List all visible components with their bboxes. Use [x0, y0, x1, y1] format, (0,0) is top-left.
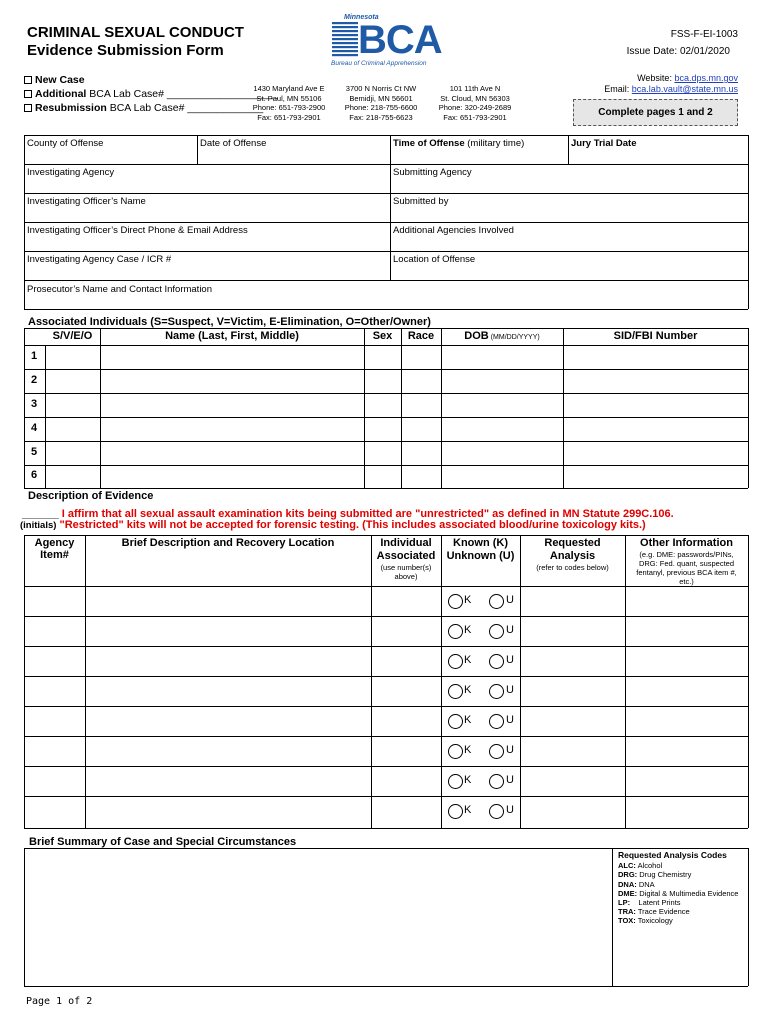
unknown-radio[interactable]	[489, 774, 504, 789]
known-radio[interactable]	[448, 744, 463, 759]
col-race: Race	[407, 330, 435, 342]
location-of-offense-field[interactable]: Location of Offense	[393, 254, 476, 265]
logo-text: BCA	[358, 18, 442, 62]
individual-row-number: 4	[31, 422, 38, 434]
unknown-radio[interactable]	[489, 744, 504, 759]
website-link[interactable]: bca.dps.mn.gov	[674, 73, 738, 83]
form-subtitle: Evidence Submission Form	[27, 42, 224, 59]
known-radio[interactable]	[448, 714, 463, 729]
logo-state: Minnesota	[344, 14, 379, 21]
submitted-by-field[interactable]: Submitted by	[393, 196, 449, 207]
unknown-radio[interactable]	[489, 804, 504, 819]
summary-title: Brief Summary of Case and Special Circumstances	[29, 836, 297, 848]
requested-analysis-codes: Requested Analysis Codes ALC: Alcohol DRG: Drug Chemistry DNA: DNA DME: Digital & Multimedia Evidence LP: Latent Prints TRA: Trace Evidence TOX: Toxicology	[618, 850, 739, 926]
col-sex: Sex	[372, 330, 393, 342]
issue-date: Issue Date: 02/01/2020	[626, 46, 730, 57]
checkbox-icon[interactable]	[24, 76, 32, 84]
officer-name-field[interactable]: Investigating Officer’s Name	[27, 196, 146, 207]
officer-contact-field[interactable]: Investigating Officer’s Direct Phone & Email Address	[27, 225, 248, 236]
email-link[interactable]: bca.lab.vault@state.mn.us	[631, 84, 738, 94]
affirm-line-1: ______ I affirm that all sexual assault examination kits being submitted are "unrestricted" as defined in MN Statute 299C.106.	[22, 508, 674, 520]
known-radio[interactable]	[448, 804, 463, 819]
individual-row-number: 6	[31, 469, 38, 481]
col-sid-fbi: SID/FBI Number	[613, 330, 698, 342]
unknown-radio[interactable]	[489, 684, 504, 699]
complete-pages-note: Complete pages 1 and 2	[573, 99, 738, 126]
date-of-offense-field[interactable]: Date of Offense	[200, 138, 267, 149]
individual-row-number: 3	[31, 398, 38, 410]
unknown-radio[interactable]	[489, 714, 504, 729]
individual-row-number: 5	[31, 446, 38, 458]
contact-info: Website: bca.dps.mn.gov Email: bca.lab.vault@state.mn.us	[604, 73, 738, 94]
bca-logo	[330, 14, 442, 70]
additional-agencies-field[interactable]: Additional Agencies Involved	[393, 225, 514, 236]
summary-textarea[interactable]	[26, 850, 610, 984]
checkbox-icon[interactable]	[24, 104, 32, 112]
evidence-title: Description of Evidence	[28, 490, 154, 502]
col-known-unknown: Known (K) Unknown (U)	[446, 537, 515, 562]
county-of-offense-field[interactable]: County of Offense	[27, 138, 104, 149]
checkbox-additional[interactable]: Additional BCA Lab Case# ___________________	[24, 88, 278, 100]
case-icr-field[interactable]: Investigating Agency Case / ICR #	[27, 254, 172, 265]
known-radio[interactable]	[448, 684, 463, 699]
known-radio[interactable]	[448, 774, 463, 789]
col-brief-description: Brief Description and Recovery Location	[121, 537, 335, 549]
form-title: CRIMINAL SEXUAL CONDUCT	[27, 24, 244, 41]
affirm-line-2: (initials) "Restricted" kits will not be accepted for forensic testing. (This includes associated blood/urine toxicology kits.)	[20, 519, 646, 531]
unknown-radio[interactable]	[489, 654, 504, 669]
associated-individuals-title: Associated Individuals (S=Suspect, V=Victim, E-Elimination, O=Other/Owner)	[28, 316, 431, 328]
submitting-agency-field[interactable]: Submitting Agency	[393, 167, 472, 178]
known-radio[interactable]	[448, 654, 463, 669]
col-agency-item: Agency Item#	[34, 537, 75, 561]
known-radio[interactable]	[448, 624, 463, 639]
unknown-radio[interactable]	[489, 624, 504, 639]
col-svo: S/V/E/O	[52, 330, 93, 342]
checkbox-resubmission[interactable]: Resubmission BCA Lab Case# _____________	[24, 102, 263, 114]
time-of-offense-field[interactable]: Time of Offense (military time)	[393, 138, 525, 149]
checkbox-new-case[interactable]: New Case	[24, 74, 85, 86]
col-other-information: Other Information (e.g. DME: passwords/PINs, DRG: Fed. quant, suspected fentanyl, previous BCA item #, etc.)	[636, 537, 737, 586]
address-st-paul: 1430 Maryland Ave E St. Paul, MN 55106 Phone: 651-793-2900 Fax: 651-793-2901	[252, 84, 326, 122]
individual-row-number: 2	[31, 374, 38, 386]
checkbox-icon[interactable]	[24, 90, 32, 98]
col-name: Name (Last, First, Middle)	[165, 330, 299, 342]
form-number: FSS-F-EI-1003	[670, 29, 738, 40]
investigating-agency-field[interactable]: Investigating Agency	[27, 167, 115, 178]
address-st-cloud: 101 11th Ave N St. Cloud, MN 56303 Phone: 320-249-2689 Fax: 651-793-2901	[438, 84, 512, 122]
known-radio[interactable]	[448, 594, 463, 609]
initials-blank[interactable]: ______	[22, 508, 59, 520]
page-number: Page 1 of 2	[26, 996, 93, 1007]
individual-row-number: 1	[31, 350, 38, 362]
col-individual-associated: Individual Associated (use number(s) above)	[376, 537, 436, 581]
logo-subtext: Bureau of Criminal Apprehension	[331, 60, 427, 67]
jury-trial-date-field[interactable]: Jury Trial Date	[571, 138, 637, 149]
col-dob: DOB (MM/DD/YYYY)	[464, 330, 540, 342]
unknown-radio[interactable]	[489, 594, 504, 609]
address-bemidji: 3700 N Norris Ct NW Bemidji, MN 56601 Phone: 218-755-6600 Fax: 218-755-6623	[344, 84, 418, 122]
logo-stripes-icon	[330, 22, 360, 58]
col-requested-analysis: Requested Analysis (refer to codes below)	[536, 537, 609, 572]
prosecutor-field[interactable]: Prosecutor’s Name and Contact Information	[27, 284, 212, 295]
